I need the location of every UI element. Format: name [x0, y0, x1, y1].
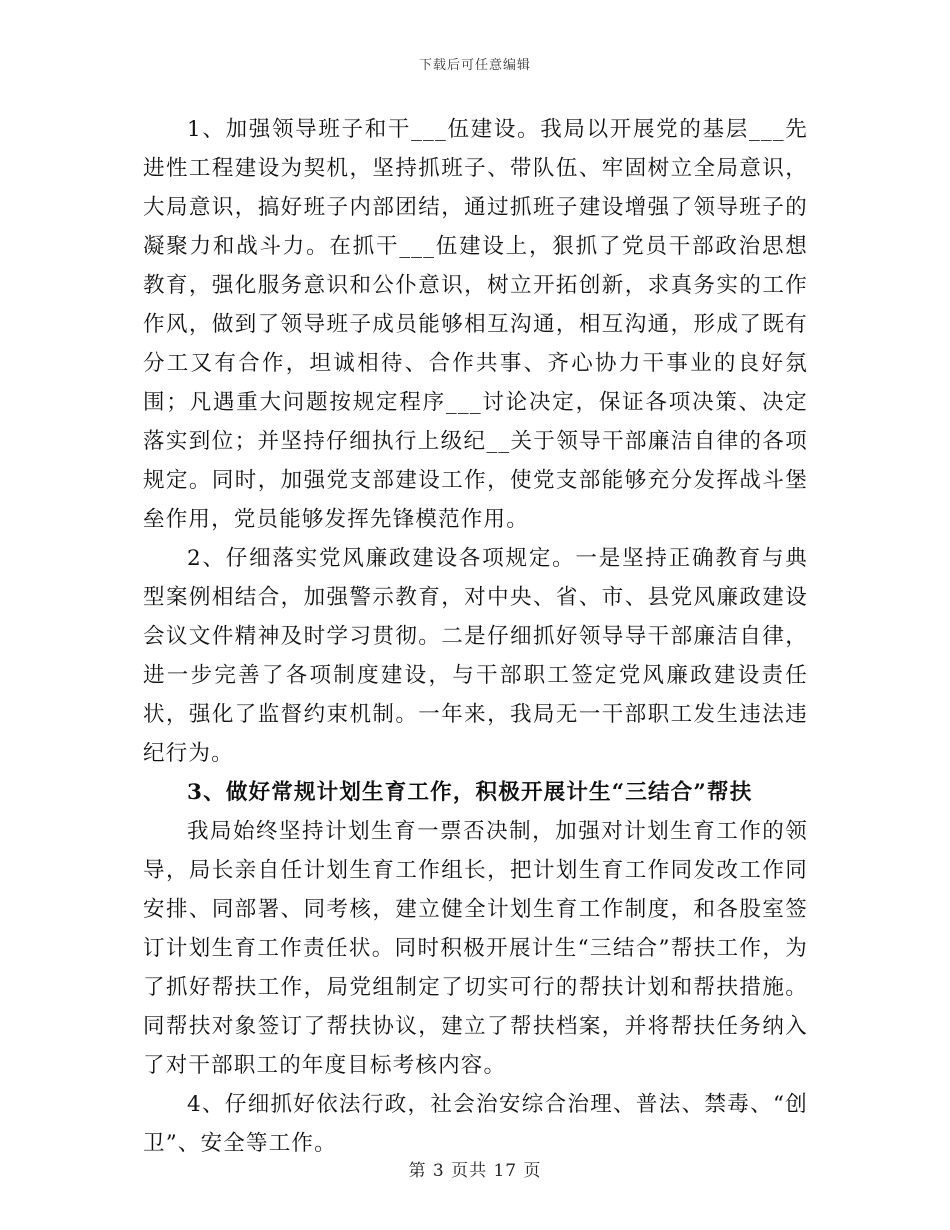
paragraph-law-administration: 4、仔细抓好依法行政，社会治安综合治理、普法、禁毒、“创卫”、安全等工作。: [143, 1092, 808, 1156]
section-heading-family-planning: 3、做好常规计划生育工作，积极开展计生“三结合”帮扶: [187, 780, 753, 805]
paragraph-family-planning: 我局始终坚持计划生育一票否决制，加强对计划生育工作的领导，局长亲自任计划生育工作组长，把计划生育工作同发改工作同安排、同部署、同考核，建立健全计划生育工作制度，和各股室签订计划生育工作责任状。同时积极开展计生“三结合”帮扶工作，为了抓好帮扶工作，局党组制定了切实可行的帮扶计划和帮扶措施。同帮扶对象签订了帮扶协议，建立了帮扶档案，并将帮扶任务纳入了对干部职工的年度目标考核内容。: [143, 819, 808, 1078]
paragraph-leadership: 1、加强领导班子和干___伍建设。我局以开展党的基层___先进性工程建设为契机，坚持抓班子、带队伍、牢固树立全局意识，大局意识，搞好班子内部团结，通过抓班子建设增强了领导班子的凝聚力和战斗力。在抓干___伍建设上，狠抓了党员干部政治思想教育，强化服务意识和公仆意识，树立开拓创新，求真务实的工作作风，做到了领导班子成员能够相互沟通，相互沟通，形成了既有分工又有合作，坦诚相待、合作共事、齐心协力干事业的良好氛围；凡遇重大问题按规定程序___讨论决定，保证各项决策、决定落实到位；并坚持仔细执行上级纪__关于领导干部廉洁自律的各项规定。同时，加强党支部建设工作，使党支部能够充分发挥战斗堡垒作用，党员能够发挥先锋模范作用。: [143, 117, 808, 532]
paragraph-anti-corruption: 2、仔细落实党风廉政建设各项规定。一是坚持正确教育与典型案例相结合，加强警示教育，对中央、省、市、县党风廉政建设会议文件精神及时学习贯彻。二是仔细抓好领导导干部廉洁自律，进一步完善了各项制度建设，与干部职工签定党风廉政建设责任状，强化了监督约束机制。一年来，我局无一干部职工发生违法违纪行为。: [143, 546, 808, 766]
document-body: [143, 110, 808, 1163]
page-header: 下载后可任意编辑: [418, 58, 531, 73]
page-number-footer: 第 3 页共 17 页: [408, 1161, 542, 1181]
